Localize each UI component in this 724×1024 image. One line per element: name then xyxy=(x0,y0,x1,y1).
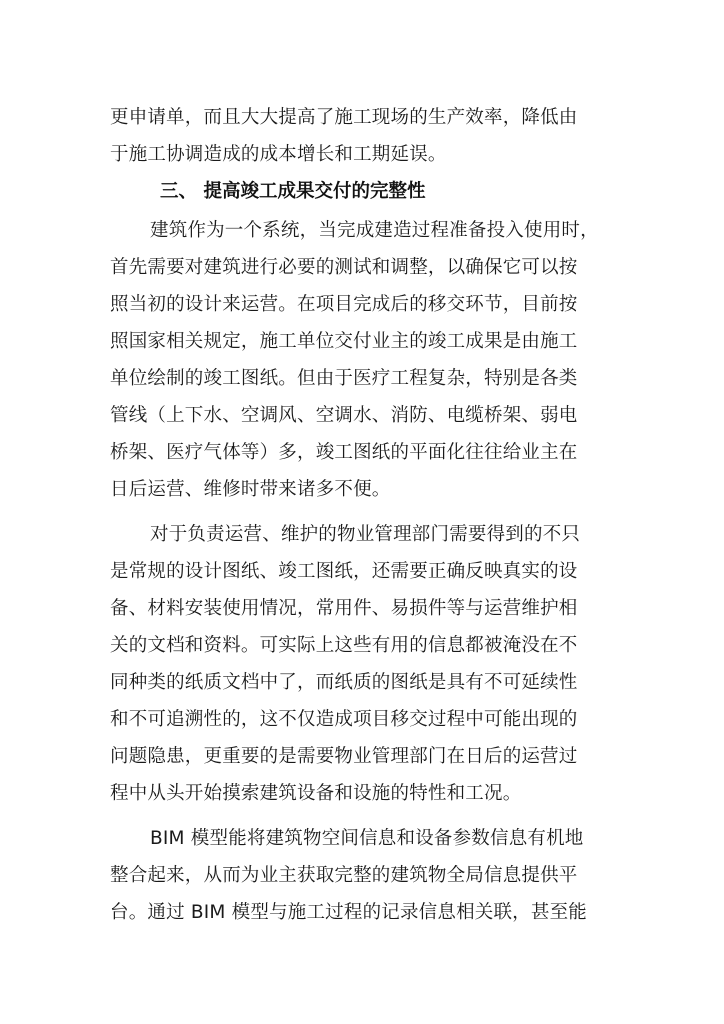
paragraph-first-line: BIM 模型能将建筑物空间信息和设备参数信息有机地 xyxy=(150,828,584,849)
text-line: 管线（上下水、空调风、空调水、消防、电缆桥架、弱电 xyxy=(110,405,578,426)
text-line: 单位绘制的竣工图纸。但由于医疗工程复杂，特别是各类 xyxy=(110,368,578,389)
text-line: 问题隐患，更重要的是需要物业管理部门在日后的运营过 xyxy=(110,746,578,767)
paragraph-first-line: 对于负责运营、维护的物业管理部门需要得到的不只 xyxy=(150,524,581,545)
text-line: 更申请单，而且大大提高了施工现场的生产效率，降低由 xyxy=(110,107,578,128)
text-line: 是常规的设计图纸、竣工图纸，还需要正确反映真实的设 xyxy=(110,561,578,582)
text-line: 程中从头开始摸索建筑设备和设施的特性和工况。 xyxy=(110,783,522,804)
text-line: 备、材料安装使用情况，常用件、易损件等与运营维护相 xyxy=(110,598,578,619)
text-line: 日后运营、维修时带来诸多不便。 xyxy=(110,479,391,500)
section-heading: 三、 提高竣工成果交付的完整性 xyxy=(160,181,426,202)
text-line: 和不可追溯性的，这不仅造成项目移交过程中可能出现的 xyxy=(110,709,578,730)
text-line: 于施工协调造成的成本增长和工期延误。 xyxy=(110,144,447,165)
paragraph-first-line: 建筑作为一个系统，当完成建造过程准备投入使用时， xyxy=(150,220,599,241)
text-line: 关的文档和资料。可实际上这些有用的信息都被淹没在不 xyxy=(110,635,578,656)
text-line: 桥架、医疗气体等）多，竣工图纸的平面化往往给业主在 xyxy=(110,442,578,463)
text-line: 台。通过 BIM 模型与施工过程的记录信息相关联，甚至能 xyxy=(110,902,587,923)
text-line: 照当初的设计来运营。在项目完成后的移交环节，目前按 xyxy=(110,294,578,315)
text-line: 同种类的纸质文档中了，而纸质的图纸是具有不可延续性 xyxy=(110,672,578,693)
text-line: 照国家相关规定，施工单位交付业主的竣工成果是由施工 xyxy=(110,331,578,352)
text-line: 整合起来，从而为业主获取完整的建筑物全局信息提供平 xyxy=(110,865,578,886)
text-line: 首先需要对建筑进行必要的测试和调整，以确保它可以按 xyxy=(110,257,578,278)
